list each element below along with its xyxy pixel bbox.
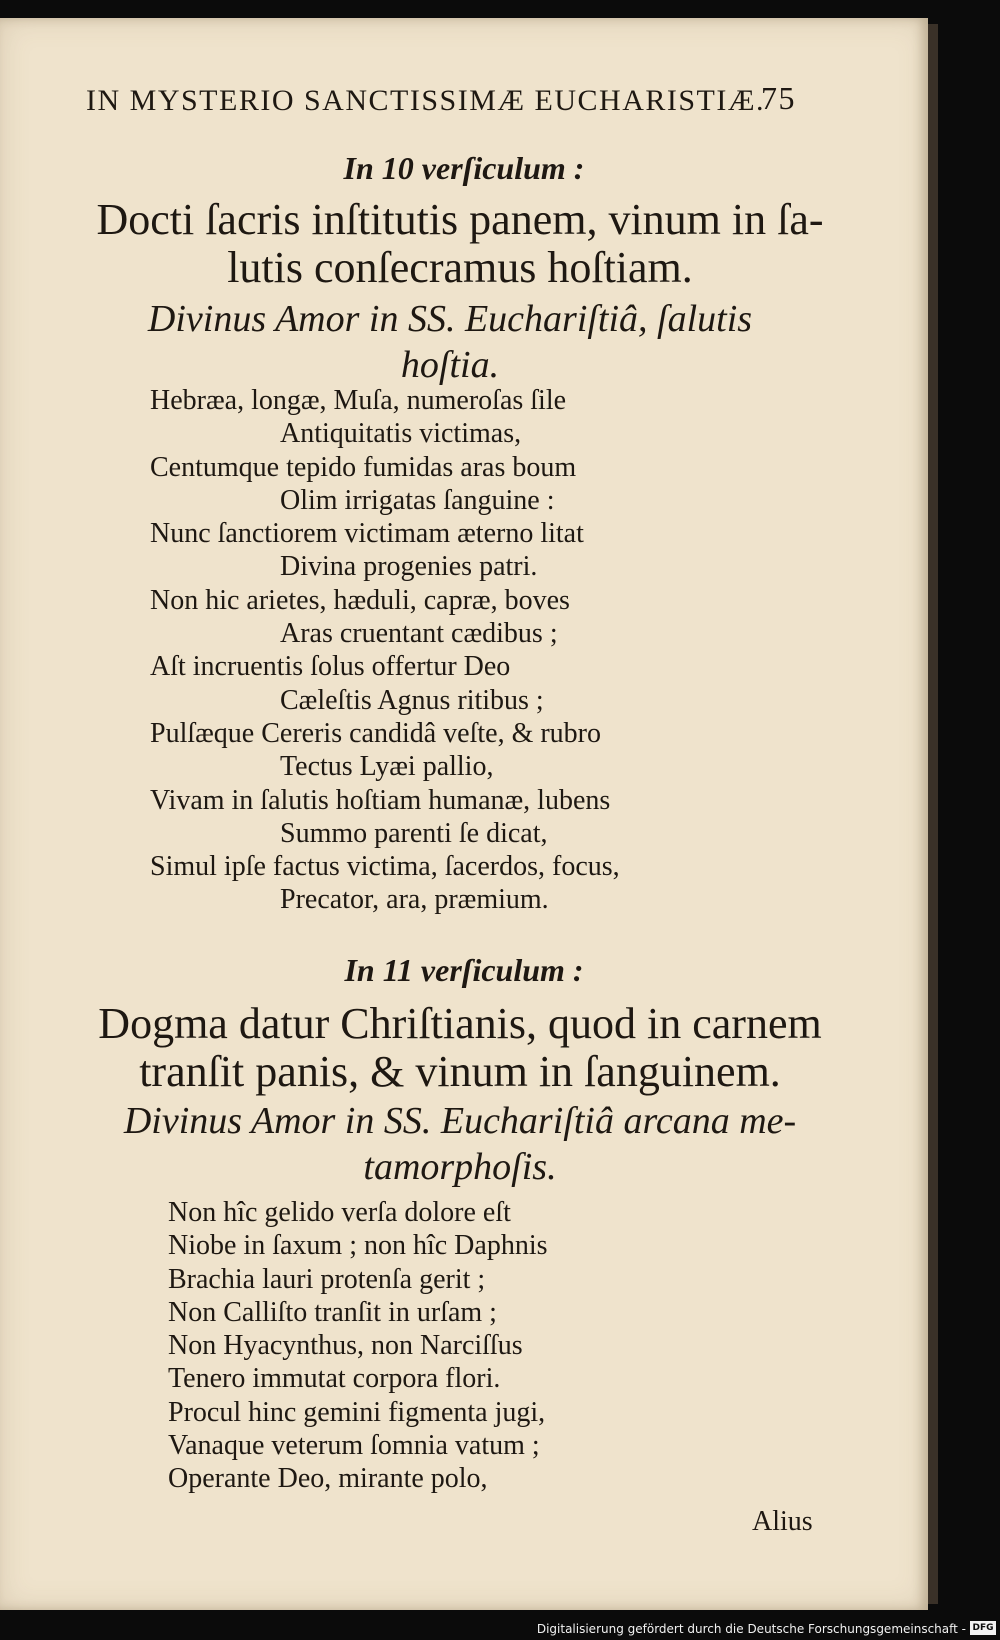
page-number: 75 xyxy=(761,80,796,116)
running-head-title: IN MYSTERIO SANCTISSIMÆ EUCHARISTIÆ. xyxy=(86,84,766,117)
verse-line: Divina progenies patri. xyxy=(280,551,538,583)
verse-line: Non Hyacynthus, non Narciſſus xyxy=(168,1330,523,1362)
section1-subtitle-line-1: Divinus Amor in SS. Euchariſtiâ, ſalutis xyxy=(147,298,753,340)
section2-subtitle-line-1: Divinus Amor in SS. Euchariſtiâ arcana me- xyxy=(123,1100,797,1142)
verse-line: Non hic arietes, hæduli, capræ, boves xyxy=(150,584,570,616)
verse-line: Vanaque veterum ſomnia vatum ; xyxy=(168,1430,540,1462)
section2-subtitle xyxy=(20,1098,900,1190)
page-edge-shadow xyxy=(928,24,938,1604)
verse-line: Precator, ara, præmium. xyxy=(280,884,549,916)
verse-line: Tectus Lyæi pallio, xyxy=(280,751,494,783)
verse-line: Niobe in ſaxum ; non hîc Daphnis xyxy=(168,1230,548,1262)
verse-line: Hebræa, longæ, Muſa, numeroſas ſile xyxy=(150,385,567,416)
verse-line: Pulſæque Cereris candidâ veſte, & rubro xyxy=(150,717,601,749)
dfg-logo: DFG xyxy=(970,1621,996,1635)
verse-line: Summo parenti ſe dicat, xyxy=(280,817,548,849)
section1-heading-line-1: Docti ſacris inſtitutis panem, vinum in ſa- xyxy=(96,195,824,244)
verse-line: Brachia lauri protenſa gerit ; xyxy=(168,1263,486,1295)
verse-line: Tenero immutat corpora flori. xyxy=(168,1363,501,1395)
section1-subtitle-line-2: hoſtia. xyxy=(400,344,500,386)
verse-line: Non Calliſto tranſit in urſam ; xyxy=(168,1296,497,1328)
section1-heading xyxy=(10,196,910,292)
book-page xyxy=(0,18,928,1610)
verse-line: Cæleſtis Agnus ritibus ; xyxy=(280,684,544,716)
running-head xyxy=(86,80,826,118)
section2-verse xyxy=(168,1196,548,1496)
section1-heading-line-2: lutis conſecramus hoſtiam. xyxy=(227,243,693,292)
verse-line: Aras cruentant cædibus ; xyxy=(280,618,558,650)
verse-label-11: In 11 verſiculum : xyxy=(344,952,584,988)
verse-line: Simul ipſe factus victima, ſacerdos, focus, xyxy=(150,851,620,883)
verse-line: Nunc ſanctiorem victimam æterno litat xyxy=(150,518,584,550)
section2-heading xyxy=(20,1000,900,1096)
section2-heading-line-2: tranſit panis, & vinum in ſanguinem. xyxy=(139,1047,781,1096)
digitization-footer xyxy=(0,1618,1000,1640)
verse-line: Operante Deo, mirante polo, xyxy=(168,1463,488,1495)
verse-line: Antiquitatis victimas, xyxy=(280,418,522,450)
section1-subtitle xyxy=(20,296,880,388)
verse-line: Non hîc gelido verſa dolore eſt xyxy=(168,1197,511,1228)
catchword: Alius xyxy=(752,1506,813,1537)
verse-line: Vivam in ſalutis hoſtiam humanæ, lubens xyxy=(150,784,611,816)
verse-line: Aſt incruentis ſolus offertur Deo xyxy=(150,651,511,683)
section2-subtitle-line-2: tamorphoſis. xyxy=(363,1146,557,1188)
verse-line: Centumque tepido fumidas aras boum xyxy=(150,451,577,483)
section1-verse xyxy=(150,384,620,917)
verse-label-10: In 10 verſiculum : xyxy=(343,150,585,186)
footer-credit: Digitalisierung gefördert durch die Deutsche Forschungsgemeinschaft - xyxy=(536,1622,966,1636)
verse-line: Procul hinc gemini figmenta jugi, xyxy=(168,1396,546,1428)
section2-heading-line-1: Dogma datur Chriſtianis, quod in carnem xyxy=(98,999,822,1048)
verse-line: Olim irrigatas ſanguine : xyxy=(280,484,555,516)
